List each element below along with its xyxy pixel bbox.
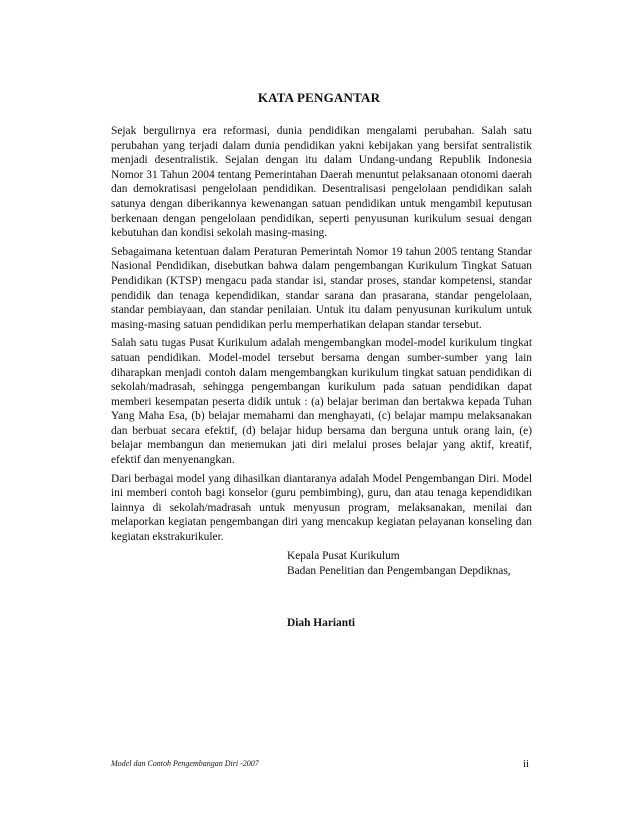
- signature-institution-line: Badan Penelitian dan Pengembangan Depdiknas,: [287, 565, 511, 577]
- footer-caption: Model dan Contoh Pengembangan Diri -2007: [111, 759, 259, 768]
- paragraph-3: Salah satu tugas Pusat Kurikulum adalah mengembangkan model-model kurikulum tingkat satuan pendidikan. Model-model tersebut bersama dengan sumber-sumber yang lain diharapkan menjadi contoh dalam mengembangkan kurikulum tingkat satuan pendidikan di sekolah/madrasah, sehingga pengembangan kurikulum pada satuan pendidikan dapat memberi kesempatan peserta didik untuk : (a) belajar beriman dan bertakwa kepada Tuhan Yang Maha Esa, (b) belajar memahami dan menghayati, (c) belajar mampu melaksanakan dan berbuat secara efektif, (d) belajar hidup bersama dan berguna untuk orang lain, (e) belajar membangun dan menemukan jati diri melalui proses belajar yang aktif, kreatif, efektif dan menyenangkan.: [111, 337, 532, 467]
- paragraph-1: Sejak bergulirnya era reformasi, dunia pendidikan mengalami perubahan. Salah satu perubahan yang terjadi dalam dunia pendidikan yakni kebijakan yang bersifat sentralistik menjadi desentralistik. Sejalan dengan itu dalam Undang-undang Republik Indonesia Nomor 31 Tahun 2004 tentang Pemerintahan Daerah menuntut pelaksanaan otonomi daerah dan demokratisasi pengelolaan pendidikan. Desentralisasi pengelolaan pendidikan salah satunya dengan diberikannya kewenangan satuan pendidikan untuk mengambil keputusan berkenaan dengan pengelolaan pendidikan, seperti penyusunan kurikulum sesuai dengan kebutuhan dan kondisi sekolah masing-masing.: [111, 125, 532, 240]
- signature-block: [287, 549, 511, 579]
- page-number: ii: [523, 758, 530, 770]
- body-text: [111, 124, 532, 549]
- page-title: KATA PENGANTAR: [257, 90, 381, 105]
- signature-name: Diah Harianti: [287, 617, 356, 629]
- signature-title-line: Kepala Pusat Kurikulum: [287, 550, 400, 562]
- paragraph-4: Dari berbagai model yang dihasilkan diantaranya adalah Model Pengembangan Diri. Model ini memberi contoh bagi konselor (guru pembimbing), guru, dan atau tenaga kependidikan lainnya di sekolah/madrasah untuk menyusun program, melaksanakan, menilai dan melaporkan kegiatan pengembangan diri yang mencakup kegiatan pelayanan konseling dan kegiatan ekstrakurikuler.: [111, 472, 532, 544]
- paragraph-2: Sebagaimana ketentuan dalam Peraturan Pemerintah Nomor 19 tahun 2005 tentang Standar Nasional Pendidikan, disebutkan bahwa dalam pengembangan Kurikulum Tingkat Satuan Pendidikan (KTSP) mengacu pada standar isi, standar proses, standar kompetensi, standar pendidik dan tenaga kependidikan, standar sarana dan prasarana, standar pengelolaan, standar pembiayaan, dan standar penilaian. Untuk itu dalam penyusunan kurikulum untuk masing-masing satuan pendidikan perlu memperhatikan delapan standar tersebut.: [111, 245, 532, 331]
